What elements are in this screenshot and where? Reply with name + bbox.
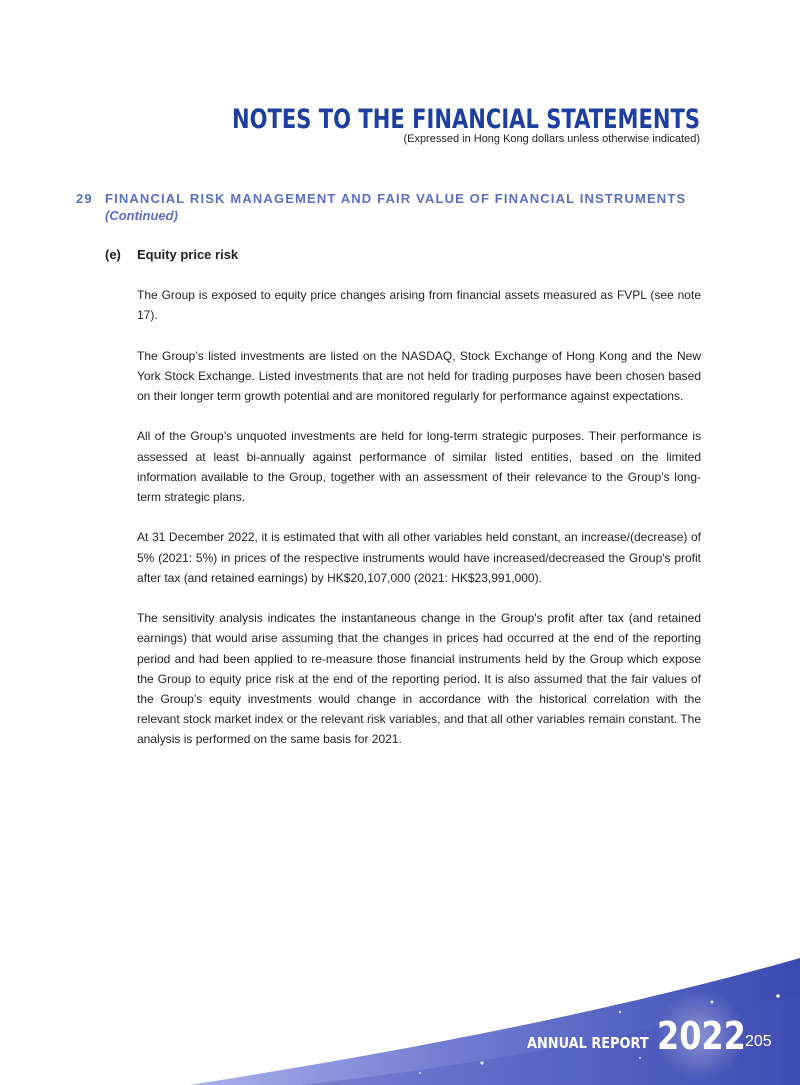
section-number: 29	[76, 191, 93, 206]
subsection-title: Equity price risk	[137, 247, 239, 262]
section-title: FINANCIAL RISK MANAGEMENT AND FAIR VALUE OF FINANCIAL INSTRUMENTS	[105, 191, 687, 206]
paragraph: The sensitivity analysis indicates the instantaneous change in the Group's profit after tax (and retained earnings) that would arise assuming that the changes in prices had occurred at the end of the reporting period and had been applied to re-measure those financial instruments held by the Group which expose the Group to equity price risk at the end of the reporting period. It is also assumed that the fair values of the Group’s equity investments would change in accordance with the historical correlation with the relevant stock market index or the relevant risk variables, and that all other variables remain constant. The analysis is performed on the same basis for 2021.	[137, 611, 701, 747]
paragraph: At 31 December 2022, it is estimated that with all other variables held constant, an increase/(decrease) of 5% (2021: 5%) in prices of the respective instruments would have increased/decreased the Group's profit after tax (and retained earnings) by HK$20,107,000 (2021: HK$23,991,000).	[137, 530, 701, 585]
paragraph: The Group’s listed investments are listed on the NASDAQ, Stock Exchange of Hong Kong and the New York Stock Exchange. Listed investments that are not held for trading purposes have been chosen based on their longer term growth potential and are monitored regularly for performance against expectations.	[137, 348, 701, 403]
subsection-letter: (e)	[105, 247, 121, 262]
section-heading	[76, 191, 701, 206]
paragraph: All of the Group’s unquoted investments are held for long-term strategic purposes. Their performance is assessed at least bi-annually against performance of similar listed entities, based on the limited information available to the Group, together with an assessment of their relevance to the Group’s long-term strategic plans.	[137, 429, 701, 504]
body-text	[137, 285, 701, 770]
page-subtitle: (Expressed in Hong Kong dollars unless otherwise indicated)	[403, 133, 700, 145]
page-title: NOTES TO THE FINANCIAL STATEMENTS	[231, 104, 700, 135]
subsection-heading	[105, 247, 238, 262]
footer-year: 2022	[657, 1014, 746, 1058]
footer-report-label: ANNUAL REPORT	[527, 1034, 649, 1052]
page-number: 205	[745, 1033, 772, 1050]
section-continued-label: (Continued)	[105, 208, 178, 223]
footer-decorative-band	[0, 940, 800, 1085]
paragraph: The Group is exposed to equity price changes arising from financial assets measured as FVPL (see note 17).	[137, 288, 701, 323]
